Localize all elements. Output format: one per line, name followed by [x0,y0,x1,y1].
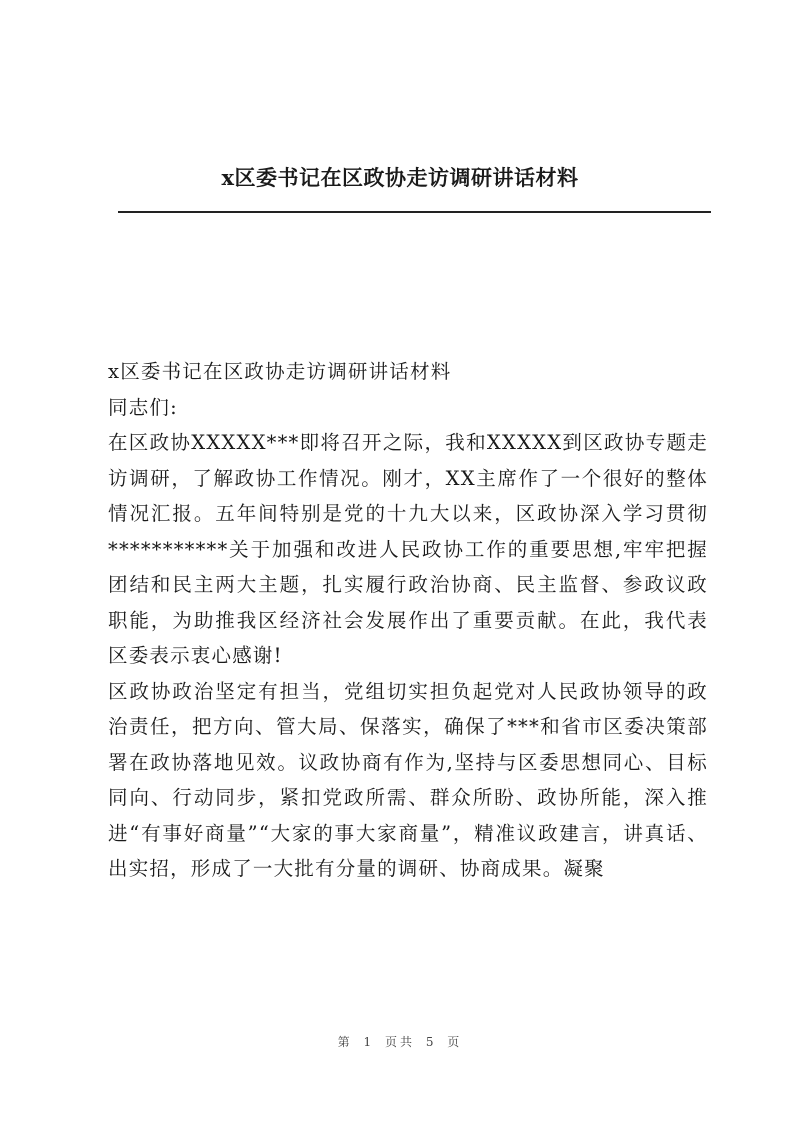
footer-prefix: 第 [337,1035,353,1049]
salutation: 同志们: [108,395,178,419]
footer-suffix: 页 [447,1035,463,1049]
document-body [108,354,708,887]
page-footer [0,1033,800,1050]
footer-page-number: 1 [363,1035,375,1049]
footer-middle: 页共 [384,1035,415,1049]
paragraph-1: 在区政协XXXXX***即将召开之际，我和XXXXX到区政协专题走访调研，了解政协工作情况。刚才，XX主席作了一个很好的整体情况汇报。五年间特别是党的十九大以来，区政协深入学习贯彻***********关于加强和改进人民政协工作的重要思想,牢牢把握团结和民主两大主题，扎实履行政治协商、民主监督、参政议政职能，为助推我区经济社会发展作出了重要贡献。在此，我代表区委表示衷心感谢! [108,431,708,667]
document-title: x区委书记在区政协走访调研讲话材料 [108,360,452,383]
paragraph-2: 区政协政治坚定有担当，党组切实担负起党对人民政协领导的政治责任，把方向、管大局、保落实，确保了***和省市区委决策部署在政协落地见效。议政协商有作为,坚持与区委思想同心、目标同向、行动同步，紧扣党政所需、群众所盼、政协所能，深入推进“有事好商量”“大家的事大家商量”，精准议政建言，讲真话、出实招，形成了一大批有分量的调研、协商成果。凝聚 [108,679,708,880]
header-divider [118,211,711,213]
page-header-title: x区委书记在区政协走访调研讲话材料 [221,165,579,190]
footer-total-pages: 5 [425,1035,437,1049]
